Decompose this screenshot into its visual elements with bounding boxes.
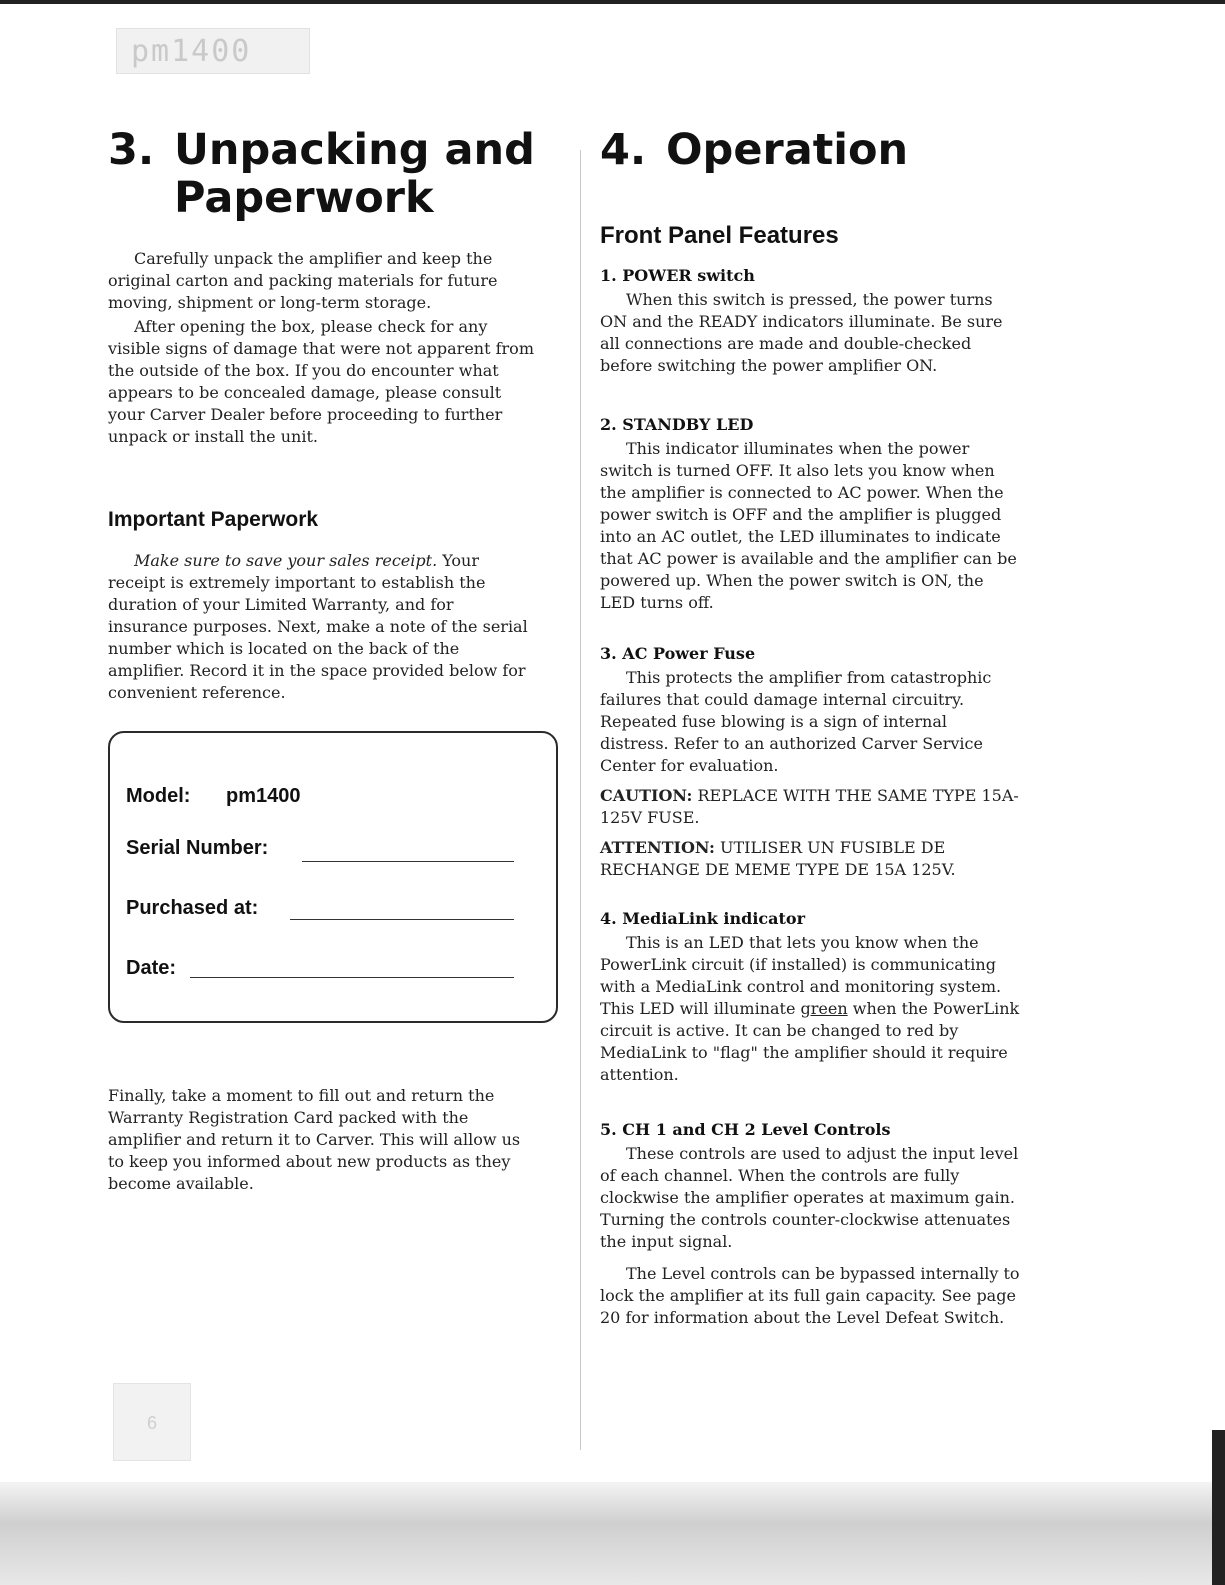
scan-bottom-shadow [0, 1482, 1225, 1585]
item-5-body: These controls are used to adjust the input level of each channel. When the controls are fully clockwise the amplifier operates at maximum gain. Turning the controls counter-clockwise attenuates the input signal. [600, 1144, 1019, 1251]
scan-top-edge [0, 0, 1225, 4]
item-4-heading: 4. MediaLink indicator [600, 909, 805, 928]
page-number: 6 [113, 1383, 191, 1461]
attention-note: ATTENTION: UTILISER UN FUSIBLE DE RECHANGE DE MEME TYPE DE 15A 125V. [600, 838, 956, 879]
important-paperwork-heading: Important Paperwork [108, 508, 319, 531]
scan-right-edge [1212, 1430, 1225, 1585]
date-label: Date: [126, 957, 177, 979]
green-word: green [800, 999, 848, 1018]
item-5-body-2: The Level controls can be bypassed internally to lock the amplifier at its full gain capacity. See page 20 for information about the Level Defeat Switch. [600, 1264, 1020, 1327]
item-4-body: This is an LED that lets you know when the PowerLink circuit (if installed) is communicating with a MediaLink control and monitoring system. This LED will illuminate green when the PowerLink circuit is active. It can be changed to red by MediaLink to "flag" the amplifier should it require attention. [600, 933, 1020, 1084]
intro-paragraph-2: After opening the box, please check for any visible signs of damage that were not apparent from the outside of the box. If you do encounter what appears to be concealed damage, please consult your Carver Dealer before proceeding to further unpack or install the unit. [108, 317, 534, 446]
right-column [600, 126, 1020, 1329]
serial-number-label: Serial Number: [126, 837, 269, 859]
date-line[interactable] [190, 977, 514, 978]
item-1-heading: 1. POWER switch [600, 266, 755, 285]
front-panel-features-heading: Front Panel Features [600, 222, 839, 249]
left-column [108, 126, 538, 704]
column-divider [580, 150, 581, 1450]
item-1-body: When this switch is pressed, the power turns ON and the READY indicators illuminate. Be sure all connections are made and double-checked before switching the power amplifier ON. [600, 290, 1003, 375]
item-2-body: This indicator illuminates when the power switch is turned OFF. It also lets you know when the amplifier is connected to AC power. When the power switch is OFF and the amplifier is plugged into an AC outlet, the LED illuminates to indicate that AC power is available and the amplifier can be powered up. When the power switch is ON, the LED turns off. [600, 439, 1017, 612]
closing-paragraph: Finally, take a moment to fill out and return the Warranty Registration Card packed with the amplifier and return it to Carver. This will allow us to keep you informed about new products as they become available. [108, 1086, 521, 1193]
serial-number-line[interactable] [302, 861, 514, 862]
paperwork-paragraph [108, 550, 538, 704]
paperwork-lead: Make sure to save your sales receipt. [134, 551, 438, 570]
purchased-at-line[interactable] [290, 919, 514, 920]
item-3-heading: 3. AC Power Fuse [600, 644, 756, 663]
purchased-at-label: Purchased at: [126, 897, 259, 919]
model-row: Model: pm1400 [126, 785, 301, 807]
item-3-body: This protects the amplifier from catastrophic failures that could damage internal circuitry. Repeated fuse blowing is a sign of internal distress. Refer to an authorized Carver Service Center for evaluation. [600, 668, 992, 775]
product-tab: pm1400 [116, 28, 310, 74]
model-value: pm1400 [226, 785, 301, 807]
item-2-heading: 2. STANDBY LED [600, 415, 754, 434]
intro-paragraph-1: Carefully unpack the amplifier and keep the original carton and packing materials for future moving, shipment or long-term storage. [108, 249, 498, 312]
section-3-title: 3. Unpacking and Paperwork [108, 125, 535, 223]
paperwork-body: Your receipt is extremely important to establish the duration of your Limited Warranty, and for insurance purposes. Next, make a note of the serial number which is located on the back of the amplifier. Record it in the space provided below for convenient reference. [108, 551, 528, 702]
record-card [108, 731, 558, 1023]
caution-note: CAUTION: REPLACE WITH THE SAME TYPE 15A-125V FUSE. [600, 786, 1019, 827]
section-4-title: 4. Operation [600, 125, 909, 175]
item-5-heading: 5. CH 1 and CH 2 Level Controls [600, 1120, 891, 1139]
